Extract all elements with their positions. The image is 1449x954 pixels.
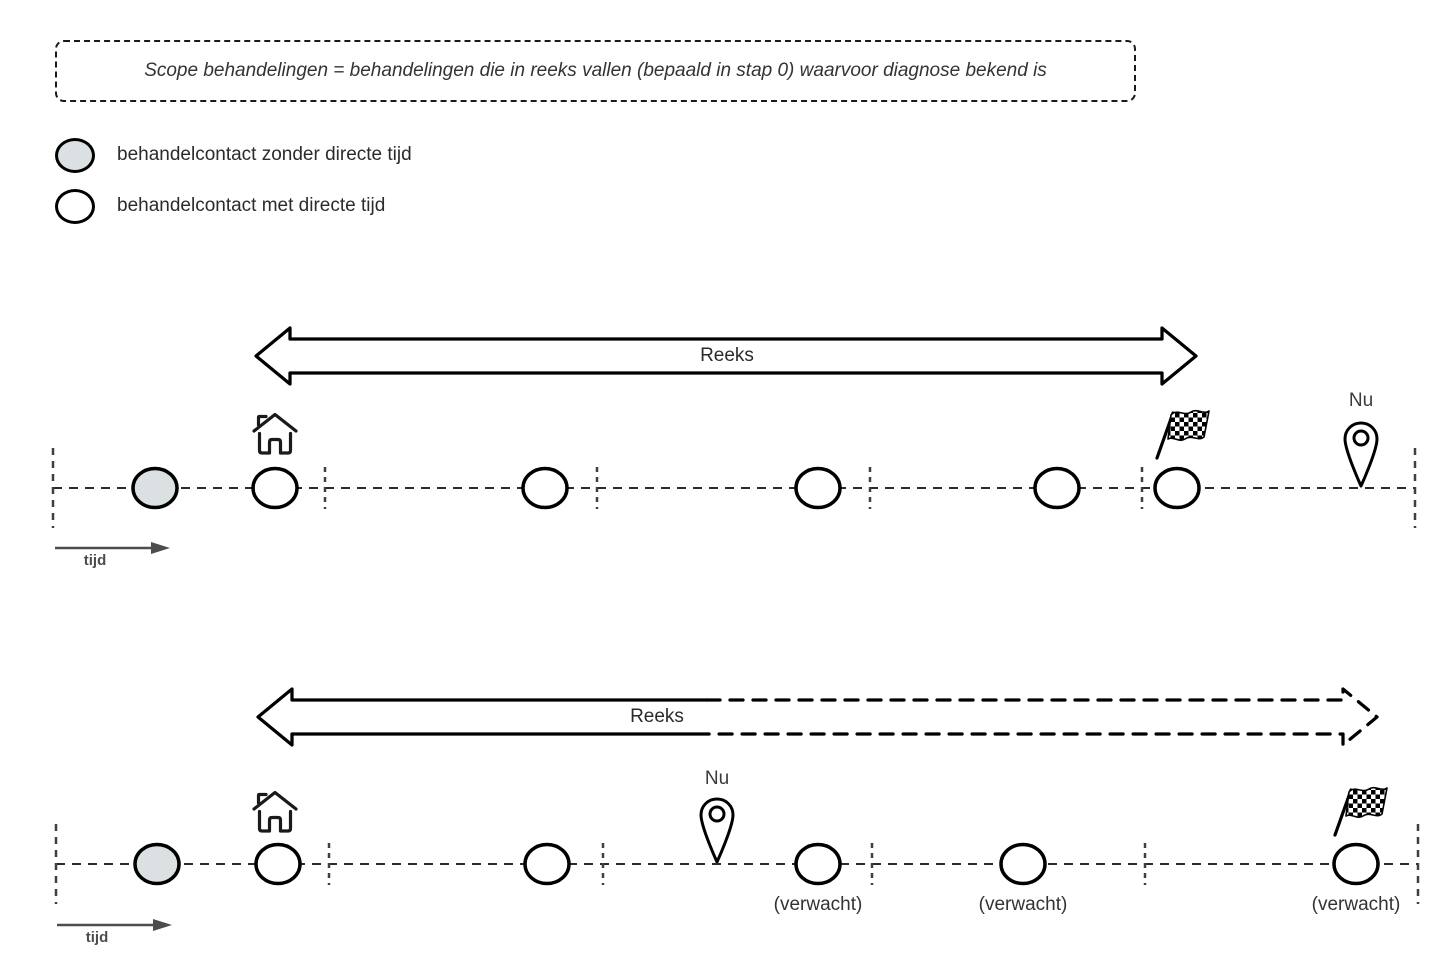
timeline-historie [0,423,1449,555]
double-arrow-dashed-part [707,689,1377,745]
tijd-label: tijd [83,552,107,569]
contact-circle-met [1155,469,1199,508]
contact-circle-met [1001,845,1045,884]
scope-note-text: Scope behandelingen = behandelingen die in reeks vallen (bepaald in stap 0) waarvoor diagnose bekend is [144,60,1047,81]
reeks-label: Reeks [700,345,754,366]
contact-circle-zonder [135,845,179,884]
contact-circle-met [523,469,567,508]
contact-circle-met [253,469,297,508]
timeline-verwacht [0,799,1449,931]
contact-circle-met [525,845,569,884]
scope-note-box [55,40,1136,102]
contact-zonder-swatch-circle [55,138,95,173]
contact-circle-zonder [133,469,177,508]
legend-item-zonder [55,135,412,175]
contact-circle-met [796,845,840,884]
verwacht-label: (verwacht) [1311,894,1401,915]
nu-label: Nu [1348,390,1374,411]
contact-circle-met [256,845,300,884]
reeks-range-arrow-expected [254,685,1382,749]
contact-circle-met [796,469,840,508]
legend-item-met [55,186,385,226]
contact-circle-met [1035,469,1079,508]
contact-met-swatch-circle [55,189,95,224]
verwacht-label: (verwacht) [978,894,1068,915]
tijd-label: tijd [85,929,109,946]
contact-circle-met [1334,845,1378,884]
nu-label: Nu [704,768,730,789]
legend-item-label: behandelcontact zonder directe tijd [117,144,412,165]
legend-item-label: behandelcontact met directe tijd [117,195,386,216]
verwacht-label: (verwacht) [773,894,863,915]
reeks-label: Reeks [630,706,684,727]
